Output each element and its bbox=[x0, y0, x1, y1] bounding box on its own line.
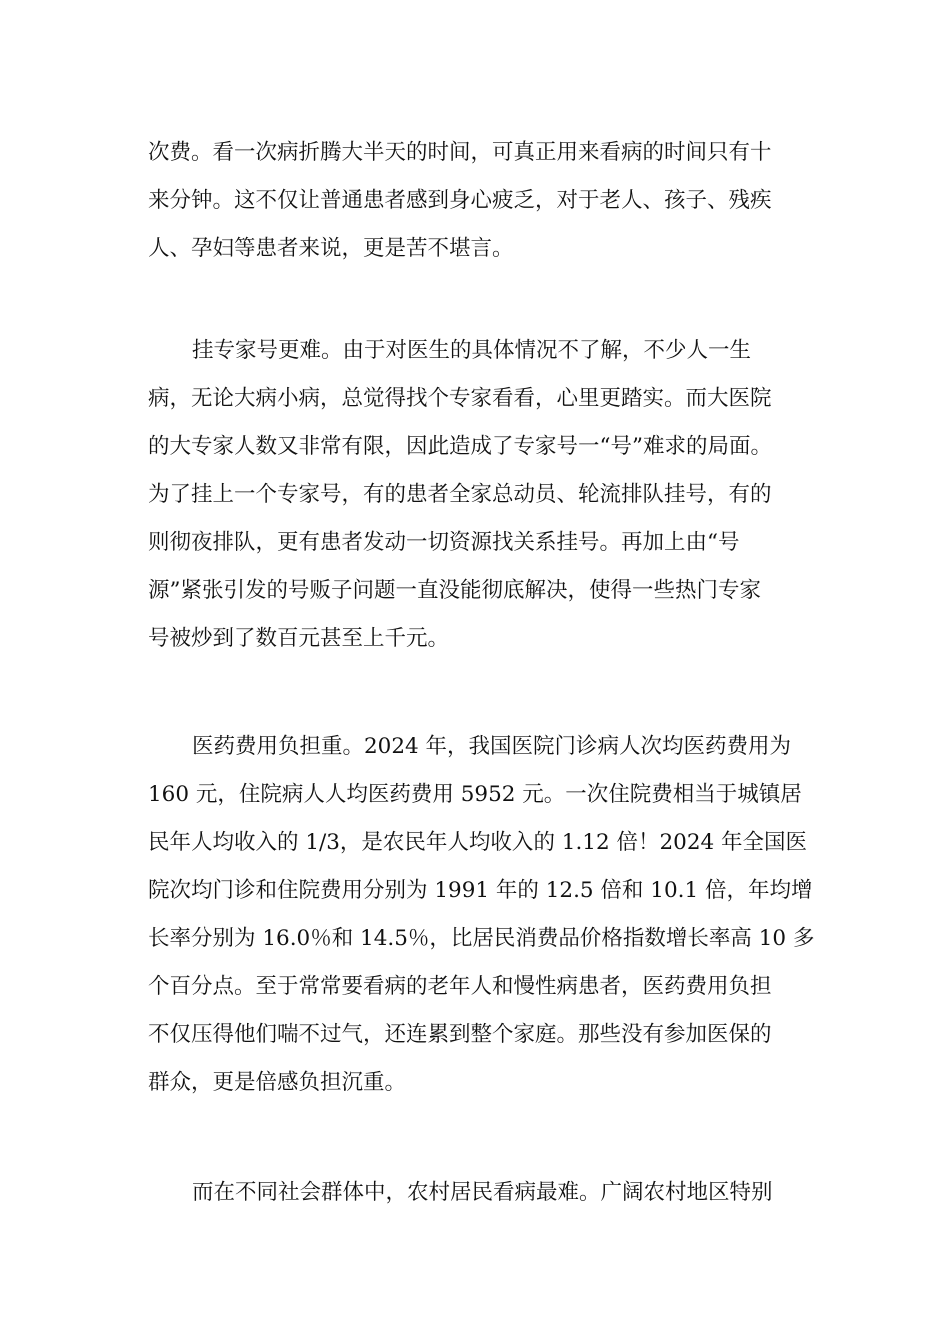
text-line: 而在不同社会群体中，农村居民看病最难。广阔农村地区特别 bbox=[192, 1180, 773, 1205]
text-line: 长率分别为 16.0％和 14.5％，比居民消费品价格指数增长率高 10 多 bbox=[148, 926, 815, 951]
text-line: 病，无论大病小病，总觉得找个专家看看，心里更踏实。而大医院 bbox=[148, 386, 772, 411]
text-line: 号被炒到了数百元甚至上千元。 bbox=[148, 626, 450, 651]
text-line: 挂专家号更难。由于对医生的具体情况不了解，不少人一生 bbox=[192, 338, 752, 363]
text-line: 源”紧张引发的号贩子问题一直没能彻底解决，使得一些热门专家 bbox=[148, 578, 761, 603]
text-line: 来分钟。这不仅让普通患者感到身心疲乏，对于老人、孩子、残疾 bbox=[148, 188, 772, 213]
text-line: 群众，更是倍感负担沉重。 bbox=[148, 1070, 407, 1095]
text-line: 160 元，住院病人人均医药费用 5952 元。一次住院费相当于城镇居 bbox=[148, 782, 802, 807]
text-line: 院次均门诊和住院费用分别为 1991 年的 12.5 倍和 10.1 倍，年均增 bbox=[148, 878, 813, 903]
text-line: 医药费用负担重。2024 年，我国医院门诊病人次均医药费用为 bbox=[192, 734, 792, 759]
text-line: 个百分点。至于常常要看病的老年人和慢性病患者，医药费用负担 bbox=[148, 974, 772, 999]
text-line: 的大专家人数又非常有限，因此造成了专家号一“号”难求的局面。 bbox=[148, 434, 772, 459]
text-line: 次费。看一次病折腾大半天的时间，可真正用来看病的时间只有十 bbox=[148, 140, 772, 165]
text-line: 则彻夜排队，更有患者发动一切资源找关系挂号。再加上由“号 bbox=[148, 530, 740, 555]
text-line: 民年人均收入的 1/3，是农民年人均收入的 1.12 倍！2024 年全国医 bbox=[148, 830, 808, 855]
text-line: 人、孕妇等患者来说，更是苦不堪言。 bbox=[148, 236, 514, 261]
text-line: 不仅压得他们喘不过气，还连累到整个家庭。那些没有参加医保的 bbox=[148, 1022, 772, 1047]
text-line: 为了挂上一个专家号，有的患者全家总动员、轮流排队挂号，有的 bbox=[148, 482, 772, 507]
